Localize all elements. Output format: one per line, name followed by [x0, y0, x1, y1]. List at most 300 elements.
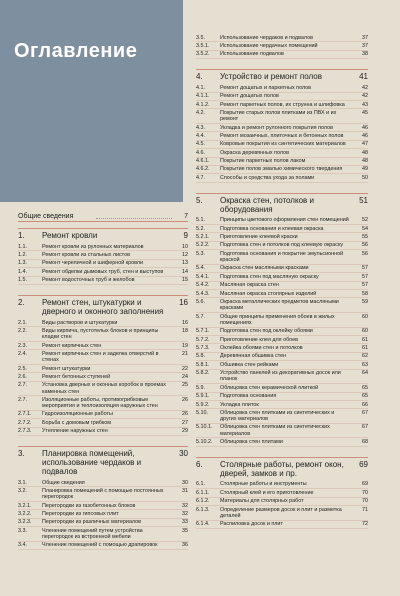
entry-page: 35 — [182, 527, 188, 534]
entry-number: 3.3. — [18, 527, 27, 534]
entry-number: 1. — [18, 231, 25, 240]
entry-number: 5.4. — [196, 265, 205, 272]
entry-title: Покрытие полов эмалью химического твердения — [220, 166, 343, 173]
entry-page: 32 — [182, 511, 188, 518]
entry-title: Окраска металлических предметов масляными красками — [220, 298, 339, 312]
entry-number: 5.9.1. — [196, 393, 210, 400]
entry-number: 3.5.2. — [196, 51, 210, 58]
entry-title: Покрытие паркетных полов лаком — [220, 158, 306, 165]
entry-number: 4.1.1. — [196, 93, 210, 100]
entry-number: 2.1. — [18, 319, 27, 326]
toc-entry — [18, 268, 188, 276]
entry-title: Членение помещений путем устройства перегородок из встроенной мебели — [42, 527, 143, 541]
entry-title: Принципы цветового оформления стен помещений — [220, 217, 349, 224]
section-heading — [196, 69, 368, 81]
entry-page: 37 — [362, 34, 368, 41]
entry-title: Деревянная обшивка стен — [220, 353, 287, 360]
entry-number: 2.4. — [18, 350, 27, 357]
entry-page: 43 — [362, 101, 368, 108]
entry-number: 5.8. — [196, 353, 205, 360]
entry-title: Общие принципы применения обоев в жилых помещениях — [220, 313, 335, 326]
entry-number: 6.1.2. — [196, 498, 210, 505]
entry-title: Ремонт штукатурки — [42, 365, 91, 372]
entry-page: 48 — [362, 149, 368, 156]
entry-title: Перегородки из газобетонных блоков — [42, 502, 136, 509]
entry-title: Покрытие старых полов плитками из ПВХ и их ремонт — [220, 109, 337, 123]
toc-entry — [196, 242, 368, 250]
entry-page: 41 — [359, 72, 368, 82]
toc-entry — [18, 479, 188, 487]
entry-title: Ремонт кирпичных стен — [42, 342, 102, 349]
entry-title: Утепление наружных стен — [42, 428, 108, 435]
entry-title: Ремонт дощатых полов — [220, 93, 279, 100]
toc-entry — [196, 282, 368, 290]
toc-entry — [196, 384, 368, 392]
entry-number: 5.1. — [196, 217, 205, 224]
intro-page: 7 — [184, 213, 188, 220]
section-heading — [196, 193, 368, 214]
entry-title: Приготовление клея для обоев — [220, 336, 299, 343]
entry-title: Укладка и ремонт рулонного покрытия полов — [220, 124, 333, 131]
page-title: Оглавление — [14, 40, 138, 62]
entry-number: 5.4.3. — [196, 290, 210, 297]
toc-entry — [18, 487, 188, 502]
entry-page: 72 — [362, 521, 368, 528]
entry-number: 4.2. — [196, 109, 205, 116]
entry-title: Облицовка стен керамической плиткой — [220, 384, 319, 391]
toc-entry — [196, 328, 368, 336]
entry-title: Облицовка стен плитками из синтетических и других материалов — [220, 409, 335, 423]
entry-number: 5.9.2. — [196, 401, 210, 408]
entry-number: 5.3. — [196, 250, 205, 257]
entry-number: 4.6.1. — [196, 158, 210, 165]
toc-entry — [18, 527, 188, 542]
entry-page: 57 — [362, 273, 368, 280]
entry-title: Ремонт черепичной и шиферной кровли — [42, 260, 144, 267]
entry-number: 3. — [18, 449, 25, 459]
entry-title: Подготовка основания и покрытие эмульсионной краской — [220, 250, 344, 264]
entry-title: Виды кирпича, пустотелых блоков и принципы кладки стен — [42, 327, 159, 341]
entry-number: 5.7.3. — [196, 344, 210, 351]
toc-entry — [196, 132, 368, 140]
entry-number: 2.5. — [18, 365, 27, 372]
entry-page: 42 — [362, 93, 368, 100]
toc-entry — [196, 361, 368, 369]
toc-entry — [196, 93, 368, 101]
entry-page: 67 — [362, 409, 368, 416]
entry-page: 60 — [362, 328, 368, 335]
entry-page: 19 — [182, 342, 188, 349]
entry-title: Окраска стен масляными красками — [220, 265, 309, 272]
toc-entry — [18, 373, 188, 381]
entry-title: Ремонт кровли из рулонных материалов — [42, 243, 144, 250]
entry-page: 62 — [362, 353, 368, 360]
entry-number: 3.4. — [18, 542, 27, 549]
entry-number: 5. — [196, 195, 203, 205]
entry-page: 52 — [362, 217, 368, 224]
entry-number: 2.7.2. — [18, 419, 32, 426]
entry-page: 48 — [362, 158, 368, 165]
entry-page: 30 — [182, 479, 188, 486]
toc-section — [196, 193, 368, 447]
entry-title: Подготовка стен под оклейку обоями — [220, 328, 313, 335]
toc-entry — [196, 498, 368, 506]
intro-title: Общие сведения — [18, 213, 74, 220]
toc-section — [18, 446, 188, 550]
entry-page: 26 — [182, 396, 188, 403]
toc-entry — [18, 327, 188, 342]
toc-entry — [196, 353, 368, 361]
toc-entry — [196, 336, 368, 344]
toc-entry — [196, 273, 368, 281]
entry-page: 47 — [362, 141, 368, 148]
entry-page: 9 — [183, 231, 188, 240]
entry-page: 51 — [359, 195, 368, 205]
toc-entry — [196, 370, 368, 385]
left-sections — [18, 228, 188, 550]
section-heading — [18, 295, 188, 316]
entry-page: 65 — [362, 384, 368, 391]
right-column — [196, 34, 368, 529]
entry-page: 33 — [182, 519, 188, 526]
toc-entry — [18, 428, 188, 436]
entry-title: Ремонт кровли — [42, 231, 98, 240]
entry-title: Способы и средства ухода за полами — [220, 174, 315, 181]
entry-page: 37 — [362, 42, 368, 49]
toc-entry — [196, 51, 368, 59]
entry-page: 45 — [362, 109, 368, 116]
entry-page: 57 — [362, 265, 368, 272]
entry-title: Распиловка досок и плит — [220, 521, 283, 528]
entry-title: Борьба с домовым грибком — [42, 419, 111, 426]
entry-title: Масляная окраска столярных изделий — [220, 290, 317, 297]
toc-entry — [196, 344, 368, 352]
entry-page: 55 — [362, 234, 368, 241]
entry-title: Масляная окраска стен — [220, 282, 279, 289]
toc-entry — [18, 519, 188, 527]
toc-entry — [196, 393, 368, 401]
entry-number: 5.7. — [196, 313, 205, 320]
entry-page: 10 — [182, 243, 188, 250]
entry-title: Обшивка стен рейками — [220, 361, 279, 368]
entry-title: Ремонт бетонных ступеней — [42, 373, 111, 380]
entry-number: 3.5.1. — [196, 42, 210, 49]
entry-number: 4.1. — [196, 84, 205, 91]
toc-entry — [196, 166, 368, 174]
entry-number: 4.6. — [196, 149, 205, 156]
entry-page: 59 — [362, 298, 368, 305]
entry-number: 2. — [18, 297, 25, 307]
entry-page: 67 — [362, 424, 368, 431]
toc-entry — [18, 396, 188, 411]
entry-page: 54 — [362, 225, 368, 232]
toc-entry — [196, 233, 368, 241]
entry-title: Перегородки из гипсовых плит — [42, 511, 119, 518]
toc-entry — [196, 250, 368, 265]
entry-page: 57 — [362, 282, 368, 289]
entry-title: Ремонт водосточных труб и желобов — [42, 277, 135, 284]
entry-title: Оклейка обоями стен и потолков — [220, 344, 303, 351]
entry-number: 6.1.3. — [196, 506, 210, 513]
entry-title: Ремонт кровли из стальных листов — [42, 251, 130, 258]
entry-title: Ремонт стен, штукатурки и дверного и оконного заполнения — [42, 297, 164, 316]
entry-page: 18 — [182, 327, 188, 334]
entry-page: 15 — [182, 277, 188, 284]
entry-number: 2.3. — [18, 342, 27, 349]
entry-title: Окраска деревянных полов — [220, 149, 289, 156]
entry-number: 5.6. — [196, 298, 205, 305]
toc-entry — [196, 109, 368, 124]
entry-page: 14 — [182, 268, 188, 275]
entry-page: 69 — [359, 459, 368, 469]
entry-number: 5.7.1. — [196, 328, 210, 335]
entry-page: 49 — [362, 166, 368, 173]
entry-page: 46 — [362, 132, 368, 139]
right-top-items — [196, 34, 368, 59]
entry-title: Подготовка основания — [220, 393, 277, 400]
entry-title: Укладка плиток — [220, 401, 259, 408]
toc-entry — [18, 382, 188, 397]
entry-title: Ремонт мозаичных, плиточных и бетонных полов — [220, 132, 344, 139]
entry-number: 5.8.2. — [196, 370, 210, 377]
entry-number: 1.3. — [18, 260, 27, 267]
toc-entry — [196, 506, 368, 521]
entry-page: 69 — [362, 481, 368, 488]
toc-entry — [18, 542, 188, 550]
toc-entry — [18, 243, 188, 251]
entry-title: Ковровые покрытия из синтетических материалов — [220, 141, 346, 148]
left-column — [18, 212, 188, 550]
toc-entry — [196, 290, 368, 298]
entry-page: 61 — [362, 336, 368, 343]
entry-number: 5.7.2. — [196, 336, 210, 343]
entry-page: 66 — [362, 401, 368, 408]
entry-title: Виды растворов и штукатурки — [42, 319, 118, 326]
entry-title: Планировка помещений с помощью постоянных перегородок — [42, 488, 164, 501]
toc-entry — [196, 124, 368, 132]
toc-entry — [196, 401, 368, 409]
toc-entry — [18, 419, 188, 427]
entry-page: 61 — [362, 344, 368, 351]
toc-entry — [196, 489, 368, 497]
entry-title: Общие сведения — [42, 479, 85, 486]
entry-page: 29 — [182, 428, 188, 435]
toc-entry — [18, 350, 188, 365]
entry-page: 63 — [362, 361, 368, 368]
toc-entry — [196, 34, 368, 42]
entry-title: Подготовка основания и клеевая окраска — [220, 225, 324, 232]
toc-entry — [196, 424, 368, 439]
entry-page: 32 — [182, 502, 188, 509]
toc-entry — [18, 251, 188, 259]
entry-page: 30 — [179, 449, 188, 459]
entry-number: 3.1. — [18, 479, 27, 486]
heading-banner — [0, 0, 183, 202]
toc-entry — [196, 42, 368, 50]
entry-title: Устройство панелей из декоративных досок или планок — [220, 370, 341, 383]
entry-number: 2.2. — [18, 327, 27, 334]
entry-number: 4. — [196, 72, 203, 82]
toc-entry — [18, 510, 188, 518]
toc-section — [196, 69, 368, 183]
entry-number: 6.1.4. — [196, 521, 210, 528]
entry-page: 36 — [182, 542, 188, 549]
entry-number: 1.4. — [18, 268, 27, 275]
toc-entry — [18, 277, 188, 285]
entry-title: Облицовка стен плитками из синтетических материалов — [220, 424, 330, 437]
right-sections — [196, 69, 368, 529]
entry-number: 4.4. — [196, 132, 205, 139]
entry-page: 25 — [182, 382, 188, 389]
entry-number: 5.8.1. — [196, 361, 210, 368]
toc-entry — [196, 225, 368, 233]
entry-number: 5.4.2. — [196, 282, 210, 289]
toc-entry — [196, 521, 368, 529]
entry-title: Ремонт обделки дымовых труб, стен и выступов — [42, 268, 164, 275]
entry-title: Материалы для столярных работ — [220, 498, 304, 505]
entry-title: Ремонт паркетных полов, их струнна и шлифовка — [220, 101, 345, 108]
entry-number: 2.7.3. — [18, 428, 32, 435]
entry-number: 2.7. — [18, 396, 27, 403]
entry-title: Ремонт дощатых и паркетных полов — [220, 84, 312, 91]
section-heading — [196, 457, 368, 478]
entry-page: 16 — [182, 319, 188, 326]
entry-number: 3.2. — [18, 488, 27, 495]
entry-number: 5.2.2. — [196, 242, 210, 249]
toc-entry — [18, 319, 188, 327]
entry-page: 71 — [362, 506, 368, 513]
entry-number: 1.5. — [18, 277, 27, 284]
entry-number: 2.6. — [18, 373, 27, 380]
entry-title: Гидроизоляционные работы — [42, 411, 113, 418]
entry-title: Использование чердаков и подвалов — [220, 34, 313, 41]
entry-number: 6.1. — [196, 481, 205, 488]
entry-page: 65 — [362, 393, 368, 400]
toc-entry — [196, 438, 368, 446]
entry-title: Планировка помещений, использование чердаков и подвалов — [42, 449, 142, 477]
entry-title: Подготовка стен под масляную окраску — [220, 273, 319, 280]
toc-entry — [196, 265, 368, 273]
entry-number: 6.1.1. — [196, 489, 210, 496]
entry-page: 56 — [362, 242, 368, 249]
entry-page: 56 — [362, 250, 368, 257]
entry-title: Столярный клей и его приготовление — [220, 489, 314, 496]
entry-page: 42 — [362, 84, 368, 91]
toc-entry — [18, 502, 188, 510]
entry-page: 58 — [362, 290, 368, 297]
entry-number: 5.2. — [196, 225, 205, 232]
entry-number: 6. — [196, 459, 203, 469]
entry-title: Приготовление клеевой краски — [220, 234, 298, 241]
entry-number: 5.10. — [196, 409, 208, 416]
entry-page: 64 — [362, 370, 368, 377]
dot-leader — [96, 212, 172, 219]
entry-page: 21 — [182, 350, 188, 357]
entry-page: 46 — [362, 124, 368, 131]
toc-entry — [196, 158, 368, 166]
toc-entry — [196, 409, 368, 424]
toc-entry — [196, 217, 368, 225]
entry-title: Ремонт кирпичных стен и заделка отверстий в стенах — [42, 350, 159, 364]
entry-number: 2.7.1. — [18, 411, 32, 418]
toc-entry — [196, 313, 368, 328]
entry-number: 3.5. — [196, 34, 205, 41]
entry-title: Членение помещений с помощью драпировок — [42, 542, 158, 549]
entry-title: Облицовка стен плитами — [220, 439, 283, 446]
entry-number: 4.5. — [196, 141, 205, 148]
entry-number: 5.4.1. — [196, 273, 210, 280]
section-heading — [18, 228, 188, 240]
toc-entry — [196, 149, 368, 157]
toc-entry — [18, 342, 188, 350]
entry-page: 70 — [362, 489, 368, 496]
entry-number: 5.10.2. — [196, 439, 213, 446]
entry-title: Подготовка стен и потолков под клеевую окраску — [220, 242, 344, 249]
entry-page: 24 — [182, 373, 188, 380]
toc-entry — [196, 84, 368, 92]
toc-section — [196, 457, 368, 529]
entry-title: Столярные работы, ремонт окон, дверей, замков и пр. — [220, 459, 344, 478]
entry-title: Устройство и ремонт полов — [220, 72, 322, 82]
entry-number: 2.7. — [18, 382, 27, 389]
entry-number: 3.2.1. — [18, 502, 32, 509]
entry-number: 4.7. — [196, 174, 205, 181]
toc-section — [18, 228, 188, 285]
entry-title: Использование чердачных помещений — [220, 42, 318, 49]
entry-title: Определение размеров досок и плит и разметка деталей — [220, 506, 342, 519]
entry-title: Установка дверных и оконных коробок в проемах каменных стен — [42, 382, 166, 395]
entry-page: 22 — [182, 365, 188, 372]
toc-entry — [18, 260, 188, 268]
toc-entry — [196, 141, 368, 149]
toc-entry — [196, 298, 368, 313]
entry-page: 13 — [182, 260, 188, 267]
entry-page: 26 — [182, 411, 188, 418]
entry-title: Столярные работы и инструменты — [220, 481, 307, 488]
entry-page: 12 — [182, 251, 188, 258]
entry-number: 5.10.1. — [196, 424, 213, 431]
entry-page: 68 — [362, 439, 368, 446]
entry-number: 1.2. — [18, 251, 27, 258]
entry-page: 27 — [182, 419, 188, 426]
entry-number: 4.3. — [196, 124, 205, 131]
entry-number: 4.1.2. — [196, 101, 210, 108]
entry-page: 31 — [182, 488, 188, 495]
toc-entry — [196, 101, 368, 109]
entry-number: 5.2.1. — [196, 234, 210, 241]
entry-page: 16 — [179, 297, 188, 307]
entry-number: 3.2.3. — [18, 519, 32, 526]
section-heading — [18, 446, 188, 476]
entry-page: 60 — [362, 313, 368, 320]
entry-page: 70 — [362, 498, 368, 505]
toc-entry — [18, 365, 188, 373]
toc-entry — [196, 174, 368, 182]
toc-entry — [18, 411, 188, 419]
entry-title: Окраска стен, потолков и оборудования — [220, 195, 314, 214]
entry-title: Изоляционные работы, противогрибковые мероприятия и теплоизоляция наружных стен — [42, 396, 158, 410]
entry-title: Использование подвалов — [220, 51, 284, 58]
entry-number: 5.9. — [196, 384, 205, 391]
entry-page: 38 — [362, 51, 368, 58]
entry-number: 3.2.2. — [18, 511, 32, 518]
entry-number: 4.6.2. — [196, 166, 210, 173]
entry-page: 50 — [362, 174, 368, 181]
entry-number: 1.1. — [18, 243, 27, 250]
entry-title: Перегородки из различных материалов — [42, 519, 142, 526]
toc-intro — [18, 212, 188, 222]
toc-entry — [196, 481, 368, 489]
